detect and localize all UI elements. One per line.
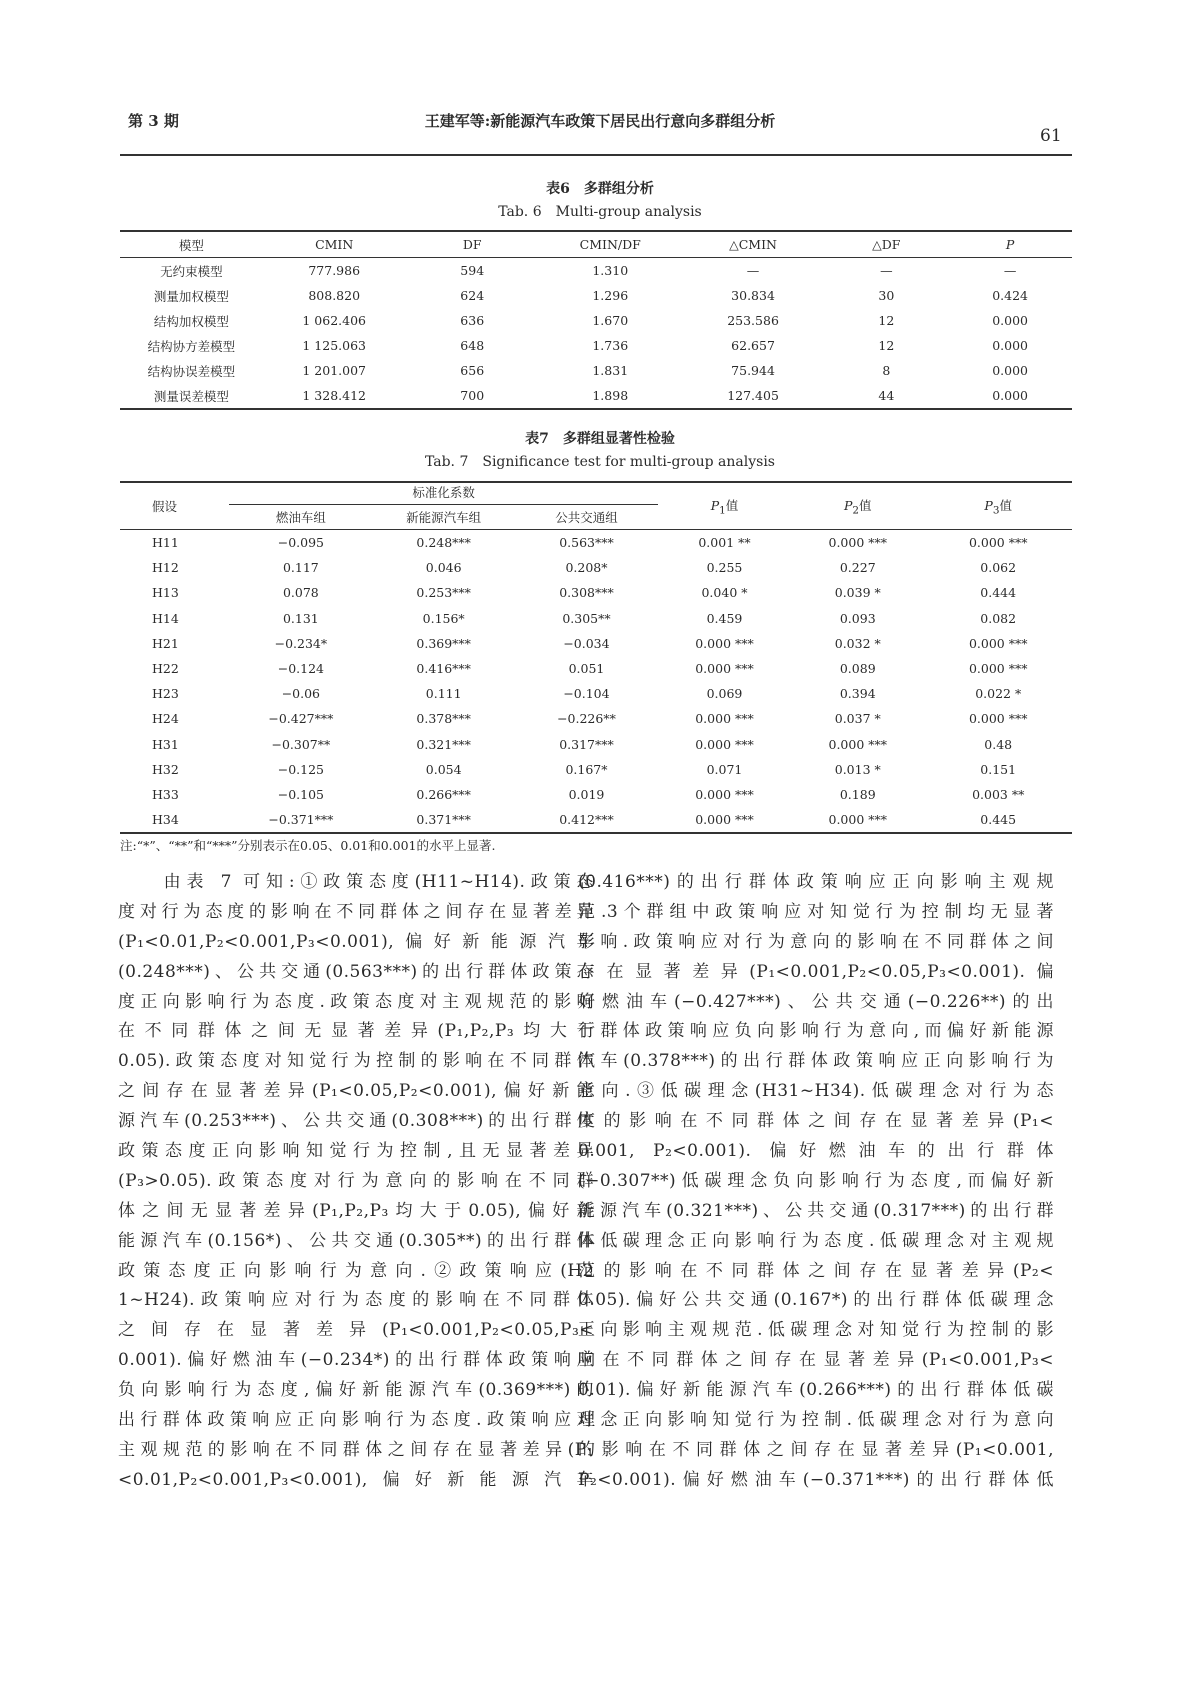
table7-caption-cn: 表7 多群组显著性检验	[525, 431, 675, 447]
table-cell: 624	[460, 288, 485, 303]
p3-subscript: 3	[992, 504, 1000, 517]
table-cell: 0.082	[980, 610, 1017, 626]
text-line: 主观规范的影响在不同群体之间存在显著差异(P₁	[118, 1439, 594, 1460]
table-cell: 30	[878, 288, 895, 303]
table-cell: 0.003 **	[972, 786, 1025, 802]
table-cell: H11	[152, 535, 179, 551]
table-cell: 0.167*	[565, 761, 608, 777]
table6-row	[120, 333, 1072, 358]
table-cell: −0.234*	[274, 635, 328, 651]
p1-subscript: 1	[719, 504, 726, 517]
table-cell: 0.111	[425, 686, 462, 702]
table-cell: H32	[152, 761, 179, 777]
text-line: 行群体政策响应负向影响行为意向,而偏好新能源	[578, 1021, 1054, 1042]
table-cell: 0.416***	[416, 661, 471, 677]
table6-col-cmin-df: CMIN/DF	[579, 237, 641, 252]
std-coef-label: 标准化系数	[229, 483, 657, 505]
table-cell: H33	[152, 786, 179, 802]
table6-col-delta-df: △DF	[872, 237, 901, 252]
table-cell: 0.037 *	[834, 711, 881, 727]
table-cell: 0.069	[706, 686, 743, 702]
table-cell: H34	[152, 812, 179, 828]
table-cell: 0.156*	[422, 610, 465, 626]
text-line: 1~H24).政策响应对行为态度的影响在不同群体	[118, 1290, 594, 1311]
text-line: (P₁<0.01,P₂<0.001,P₃<0.001),偏好新能源汽车	[118, 931, 594, 952]
table-cell: 0.208*	[565, 560, 608, 576]
p2-symbol: P	[843, 497, 853, 513]
table-cell: 648	[460, 338, 485, 353]
text-line: 负向影响行为态度,偏好新能源汽车(0.369***)的	[118, 1380, 594, 1401]
table-cell: H31	[152, 736, 179, 752]
p3-symbol: P	[984, 497, 993, 513]
text-line: P₂<0.001).偏好燃油车(−0.371***)的出行群体低	[578, 1469, 1054, 1490]
table-cell: 1.831	[592, 363, 629, 378]
table6-caption-en: Tab. 6 Multi-group analysis	[498, 204, 702, 220]
table-cell: 636	[460, 313, 485, 328]
table-cell: 0.369***	[416, 635, 471, 651]
table-cell: 1 201.007	[302, 363, 366, 378]
table7-row	[120, 807, 1072, 833]
table-cell: 0.378***	[416, 711, 471, 727]
table-cell: 0.000 ***	[695, 661, 754, 677]
table-cell: −0.124	[277, 661, 324, 677]
table-cell: H14	[152, 610, 179, 626]
table6-caption-cn: 表6 多群组分析	[546, 181, 654, 197]
table-cell: —	[880, 263, 893, 278]
text-line: 正向影响主观规范.低碳理念对知觉行为控制的影	[578, 1320, 1054, 1341]
table-cell: −0.105	[277, 786, 324, 802]
table-cell: 0.000	[992, 313, 1028, 328]
text-line: 之间存在显著差异(P₁<0.05,P₂<0.001),偏好新能	[118, 1081, 594, 1102]
table-cell: −0.104	[563, 686, 610, 702]
table-cell: 0.227	[839, 560, 876, 576]
table-cell: 1.296	[592, 288, 629, 303]
p2-subscript: 2	[852, 504, 860, 517]
table-cell: 0.305**	[562, 610, 611, 626]
table-cell: 1 328.412	[302, 388, 366, 403]
table7-row	[120, 631, 1072, 656]
table-cell: 0.000 ***	[695, 812, 754, 828]
issue-label: 第 3 期	[128, 112, 179, 130]
table-cell: 0.445	[980, 812, 1017, 828]
table-cell: 1.898	[592, 388, 629, 403]
table-cell: 656	[460, 363, 485, 378]
table-cell: —	[746, 263, 760, 278]
table-cell: 62.657	[731, 338, 775, 353]
page-number: 61	[1040, 126, 1062, 146]
table7-row	[120, 530, 1072, 556]
table-cell: 0.000	[992, 338, 1028, 353]
table6-col-cmin: CMIN	[315, 237, 354, 252]
table-cell: 0.054	[425, 761, 462, 777]
table-cell: 0.001 **	[698, 535, 751, 551]
table-cell: 1.736	[592, 338, 629, 353]
table-cell: 0.255	[706, 560, 743, 576]
table7-col-p2	[791, 482, 924, 530]
table-cell: 0.424	[992, 288, 1028, 303]
table-cell: 0.019	[568, 786, 605, 802]
table-cell: 0.000	[992, 388, 1028, 403]
table-cell: 无约束模型	[160, 263, 223, 279]
table-cell: 777.986	[308, 263, 361, 278]
body-right-column	[578, 868, 1054, 1496]
table-cell: 0.266***	[416, 786, 471, 802]
text-line: 体低碳理念正向影响行为态度.低碳理念对主观规	[578, 1230, 1054, 1251]
table7-row	[120, 656, 1072, 681]
table7-note: 注:“*”、“**”和“***”分别表示在0.05、0.01和0.001的水平上显著.	[120, 838, 496, 853]
table-cell: 0.093	[839, 610, 876, 626]
table-cell: 0.071	[706, 761, 743, 777]
table6-col-p: P	[1005, 237, 1015, 252]
text-line: 好燃油车(−0.427***)、公共交通(−0.226**)的出	[578, 991, 1054, 1012]
table-cell: 127.405	[727, 388, 779, 403]
table-cell: −0.095	[277, 535, 324, 551]
body-left-column	[118, 868, 594, 1496]
table-cell: 0.000 ***	[968, 535, 1028, 551]
table-cell: 1 125.063	[302, 338, 366, 353]
table-cell: 0.248***	[416, 535, 471, 551]
text-line: (0.248***)、公共交通(0.563***)的出行群体政策态	[118, 961, 594, 982]
table-cell: 0.321***	[416, 736, 471, 752]
table-cell: 1.670	[592, 313, 629, 328]
p2-suffix: 值	[859, 497, 872, 513]
table-cell: 253.586	[727, 313, 779, 328]
table7-row	[120, 555, 1072, 580]
table-cell: 0.394	[839, 686, 876, 702]
table6-row	[120, 308, 1072, 333]
table6-col-delta-cmin: △CMIN	[729, 237, 777, 252]
text-line: (P₃>0.05).政策态度对行为意向的影响在不同群	[118, 1170, 594, 1191]
table-cell: 1.310	[592, 263, 629, 278]
text-line: 度对行为态度的影响在不同群体之间存在显著差异	[118, 901, 594, 922]
table-cell: 0.032 *	[834, 635, 881, 651]
table-cell: 0.078	[282, 585, 319, 601]
table-cell: 700	[460, 388, 485, 403]
text-line: 0.001).偏好燃油车(−0.234*)的出行群体政策响应	[118, 1350, 594, 1371]
table-cell: 594	[460, 263, 485, 278]
table-cell: 0.000 ***	[968, 661, 1028, 677]
text-line: (0.416***)的出行群体政策响应正向影响主观规	[578, 872, 1054, 892]
table-cell: 0.000 ***	[695, 635, 754, 651]
text-line: 源汽车(0.253***)、公共交通(0.308***)的出行群体	[118, 1111, 594, 1132]
table-cell: 测量误差模型	[153, 388, 229, 404]
table-cell: 0.039 *	[834, 585, 881, 601]
table-cell: 12	[878, 313, 895, 328]
text-line: 理念正向影响知觉行为控制.低碳理念对行为意向	[578, 1410, 1054, 1431]
table-cell: 0.000 ***	[828, 736, 888, 752]
table-cell: 0.459	[706, 610, 743, 626]
table-cell: —	[1003, 263, 1017, 278]
table-cell: 0.371***	[416, 812, 471, 828]
table-cell: −0.226**	[557, 711, 616, 727]
text-line: (−0.307**)低碳理念负向影响行为态度,而偏好新	[578, 1170, 1054, 1191]
table-cell: 30.834	[731, 288, 775, 303]
table7-caption-en: Tab. 7 Significance test for multi-group analysis	[425, 454, 775, 470]
table-cell: 44	[878, 388, 895, 403]
text-line: 范的影响在不同群体之间存在显著差异(P₂<	[578, 1260, 1054, 1281]
table-cell: 0.040 *	[701, 585, 748, 601]
table-cell: H12	[152, 560, 179, 576]
table-cell: 0.000	[992, 363, 1028, 378]
table6	[120, 230, 1072, 410]
table-cell: 0.022 *	[975, 686, 1022, 702]
text-line: 范.3个群组中政策响应对知觉行为控制均无显著	[578, 901, 1054, 922]
table-cell: 0.253***	[416, 585, 471, 601]
text-line: 在不同群体之间无显著差异(P₁,P₂,P₃均大于	[118, 1021, 594, 1042]
text-line: 意向.③低碳理念(H31~H34).低碳理念对行为态	[578, 1081, 1054, 1102]
table-cell: −0.06	[281, 686, 321, 702]
text-line: 的影响在不同群体之间存在显著差异(P₁<0.001,	[578, 1439, 1054, 1460]
table-cell: 0.089	[839, 661, 876, 677]
text-line: 汽车(0.378***)的出行群体政策响应正向影响行为	[578, 1051, 1054, 1072]
table-cell: 0.000 ***	[968, 711, 1028, 727]
table7-row	[120, 606, 1072, 631]
table-cell: 0.000 ***	[828, 812, 888, 828]
table-cell: 0.000 ***	[695, 786, 754, 802]
table7-col-ice-group: 燃油车组	[275, 510, 326, 525]
table-cell: H13	[152, 585, 179, 601]
table6-row	[120, 258, 1072, 284]
table7-col-hypothesis: 假设	[152, 499, 178, 514]
table-cell: 0.563***	[559, 535, 614, 551]
text-line: 政策态度正向影响行为意向.②政策响应(H2	[118, 1260, 594, 1281]
table-cell: 0.317***	[559, 736, 614, 752]
table-cell: −0.125	[277, 761, 324, 777]
table-cell: 8	[882, 363, 891, 378]
text-line: 度的影响在不同群体之间存在显著差异(P₁<	[578, 1111, 1054, 1132]
header-rule	[120, 154, 1072, 156]
table7-row	[120, 757, 1072, 782]
text-line: 度正向影响行为态度.政策态度对主观规范的影响	[118, 991, 594, 1012]
table-cell: 0.000 ***	[828, 535, 888, 551]
table-cell: −0.371***	[268, 812, 334, 828]
table-cell: 结构加权模型	[153, 313, 229, 329]
table6-row	[120, 383, 1072, 409]
table-cell: 0.131	[282, 610, 319, 626]
table7-col-nev-group: 新能源汽车组	[406, 510, 482, 525]
table-cell: H24	[152, 711, 179, 727]
table-cell: 结构协方差模型	[147, 338, 236, 354]
running-title: 王建军等:新能源汽车政策下居民出行意向多群组分析	[424, 112, 776, 130]
table7-col-std-coef	[229, 482, 657, 505]
table6-row	[120, 358, 1072, 383]
table7-col-p3	[924, 482, 1072, 530]
text-line: 能源汽车(0.156*)、公共交通(0.305**)的出行群体	[118, 1230, 594, 1251]
table-cell: 0.189	[839, 786, 876, 802]
table-cell: 0.013 *	[834, 761, 881, 777]
text-line: 出行群体政策响应正向影响行为态度.政策响应对	[118, 1410, 594, 1431]
p1-suffix: 值	[725, 497, 739, 513]
table-cell: 0.000 ***	[695, 711, 754, 727]
table6-header-row	[120, 231, 1072, 258]
table-cell: 1 062.406	[302, 313, 366, 328]
table-cell: 0.412***	[559, 812, 614, 828]
table7-row	[120, 681, 1072, 706]
text-line: 0.05).偏好公共交通(0.167*)的出行群体低碳理念	[578, 1290, 1054, 1311]
text-line: 能源汽车(0.321***)、公共交通(0.317***)的出行群	[578, 1200, 1054, 1221]
table-cell: 测量加权模型	[153, 288, 229, 304]
table-cell: 12	[878, 338, 895, 353]
table7-row	[120, 782, 1072, 807]
table-cell: H21	[152, 635, 179, 651]
table7-row	[120, 580, 1072, 605]
table7-row	[120, 732, 1072, 757]
table-cell: 0.046	[425, 560, 462, 576]
text-line: 0.05).政策态度对知觉行为控制的影响在不同群体	[118, 1051, 594, 1072]
text-line: 影响.政策响应对行为意向的影响在不同群体之间	[578, 931, 1054, 952]
text-line: 由表 7 可知:①政策态度(H11~H14).政策态	[118, 872, 594, 892]
table-cell: 0.051	[568, 661, 605, 677]
text-line: 存在显著差异(P₁<0.001,P₂<0.05,P₃<0.001).偏	[578, 961, 1054, 982]
text-line: 之间存在显著差异(P₁<0.001,P₂<0.05,P₃<	[118, 1320, 594, 1341]
table7-col-transit-group: 公共交通组	[555, 510, 618, 525]
table-cell: 0.151	[980, 761, 1017, 777]
table7-col-p1	[658, 482, 791, 530]
table-cell: 0.117	[282, 560, 319, 576]
p3-suffix: 值	[999, 497, 1012, 513]
table-cell: 0.444	[980, 585, 1017, 601]
table-cell: 结构协误差模型	[147, 363, 236, 379]
table-cell: 0.000 ***	[968, 635, 1028, 651]
table-cell: −0.034	[563, 635, 610, 651]
table-cell: −0.307**	[271, 736, 331, 752]
table-cell: 75.944	[731, 363, 775, 378]
table-cell: H23	[152, 686, 179, 702]
text-line: 0.001, P₂<0.001). 偏好燃油车的出行群体	[578, 1141, 1054, 1162]
table6-row	[120, 283, 1072, 308]
table6-col-model: 模型	[178, 237, 204, 253]
text-line: 0.01).偏好新能源汽车(0.266***)的出行群体低碳	[578, 1380, 1054, 1401]
table-cell: H22	[152, 661, 179, 677]
table7	[120, 481, 1072, 834]
table-cell: 0.062	[980, 560, 1017, 576]
table6-col-df: DF	[462, 237, 482, 252]
table-cell: 0.48	[984, 736, 1013, 752]
table-cell: 808.820	[308, 288, 361, 303]
text-line: 政策态度正向影响知觉行为控制,且无显著差异	[118, 1141, 594, 1162]
text-line: 体之间无显著差异(P₁,P₂,P₃均大于0.05),偏好新	[118, 1200, 594, 1221]
text-line: <0.01,P₂<0.001,P₃<0.001),偏好新能源汽车	[118, 1469, 594, 1490]
table-cell: 0.000 ***	[695, 736, 754, 752]
p1-symbol: P	[710, 497, 720, 513]
table-cell: −0.427***	[268, 711, 334, 727]
text-line: 响在不同群体之间存在显著差异(P₁<0.001,P₃<	[578, 1350, 1054, 1371]
table7-row	[120, 706, 1072, 731]
table-cell: 0.308***	[559, 585, 614, 601]
